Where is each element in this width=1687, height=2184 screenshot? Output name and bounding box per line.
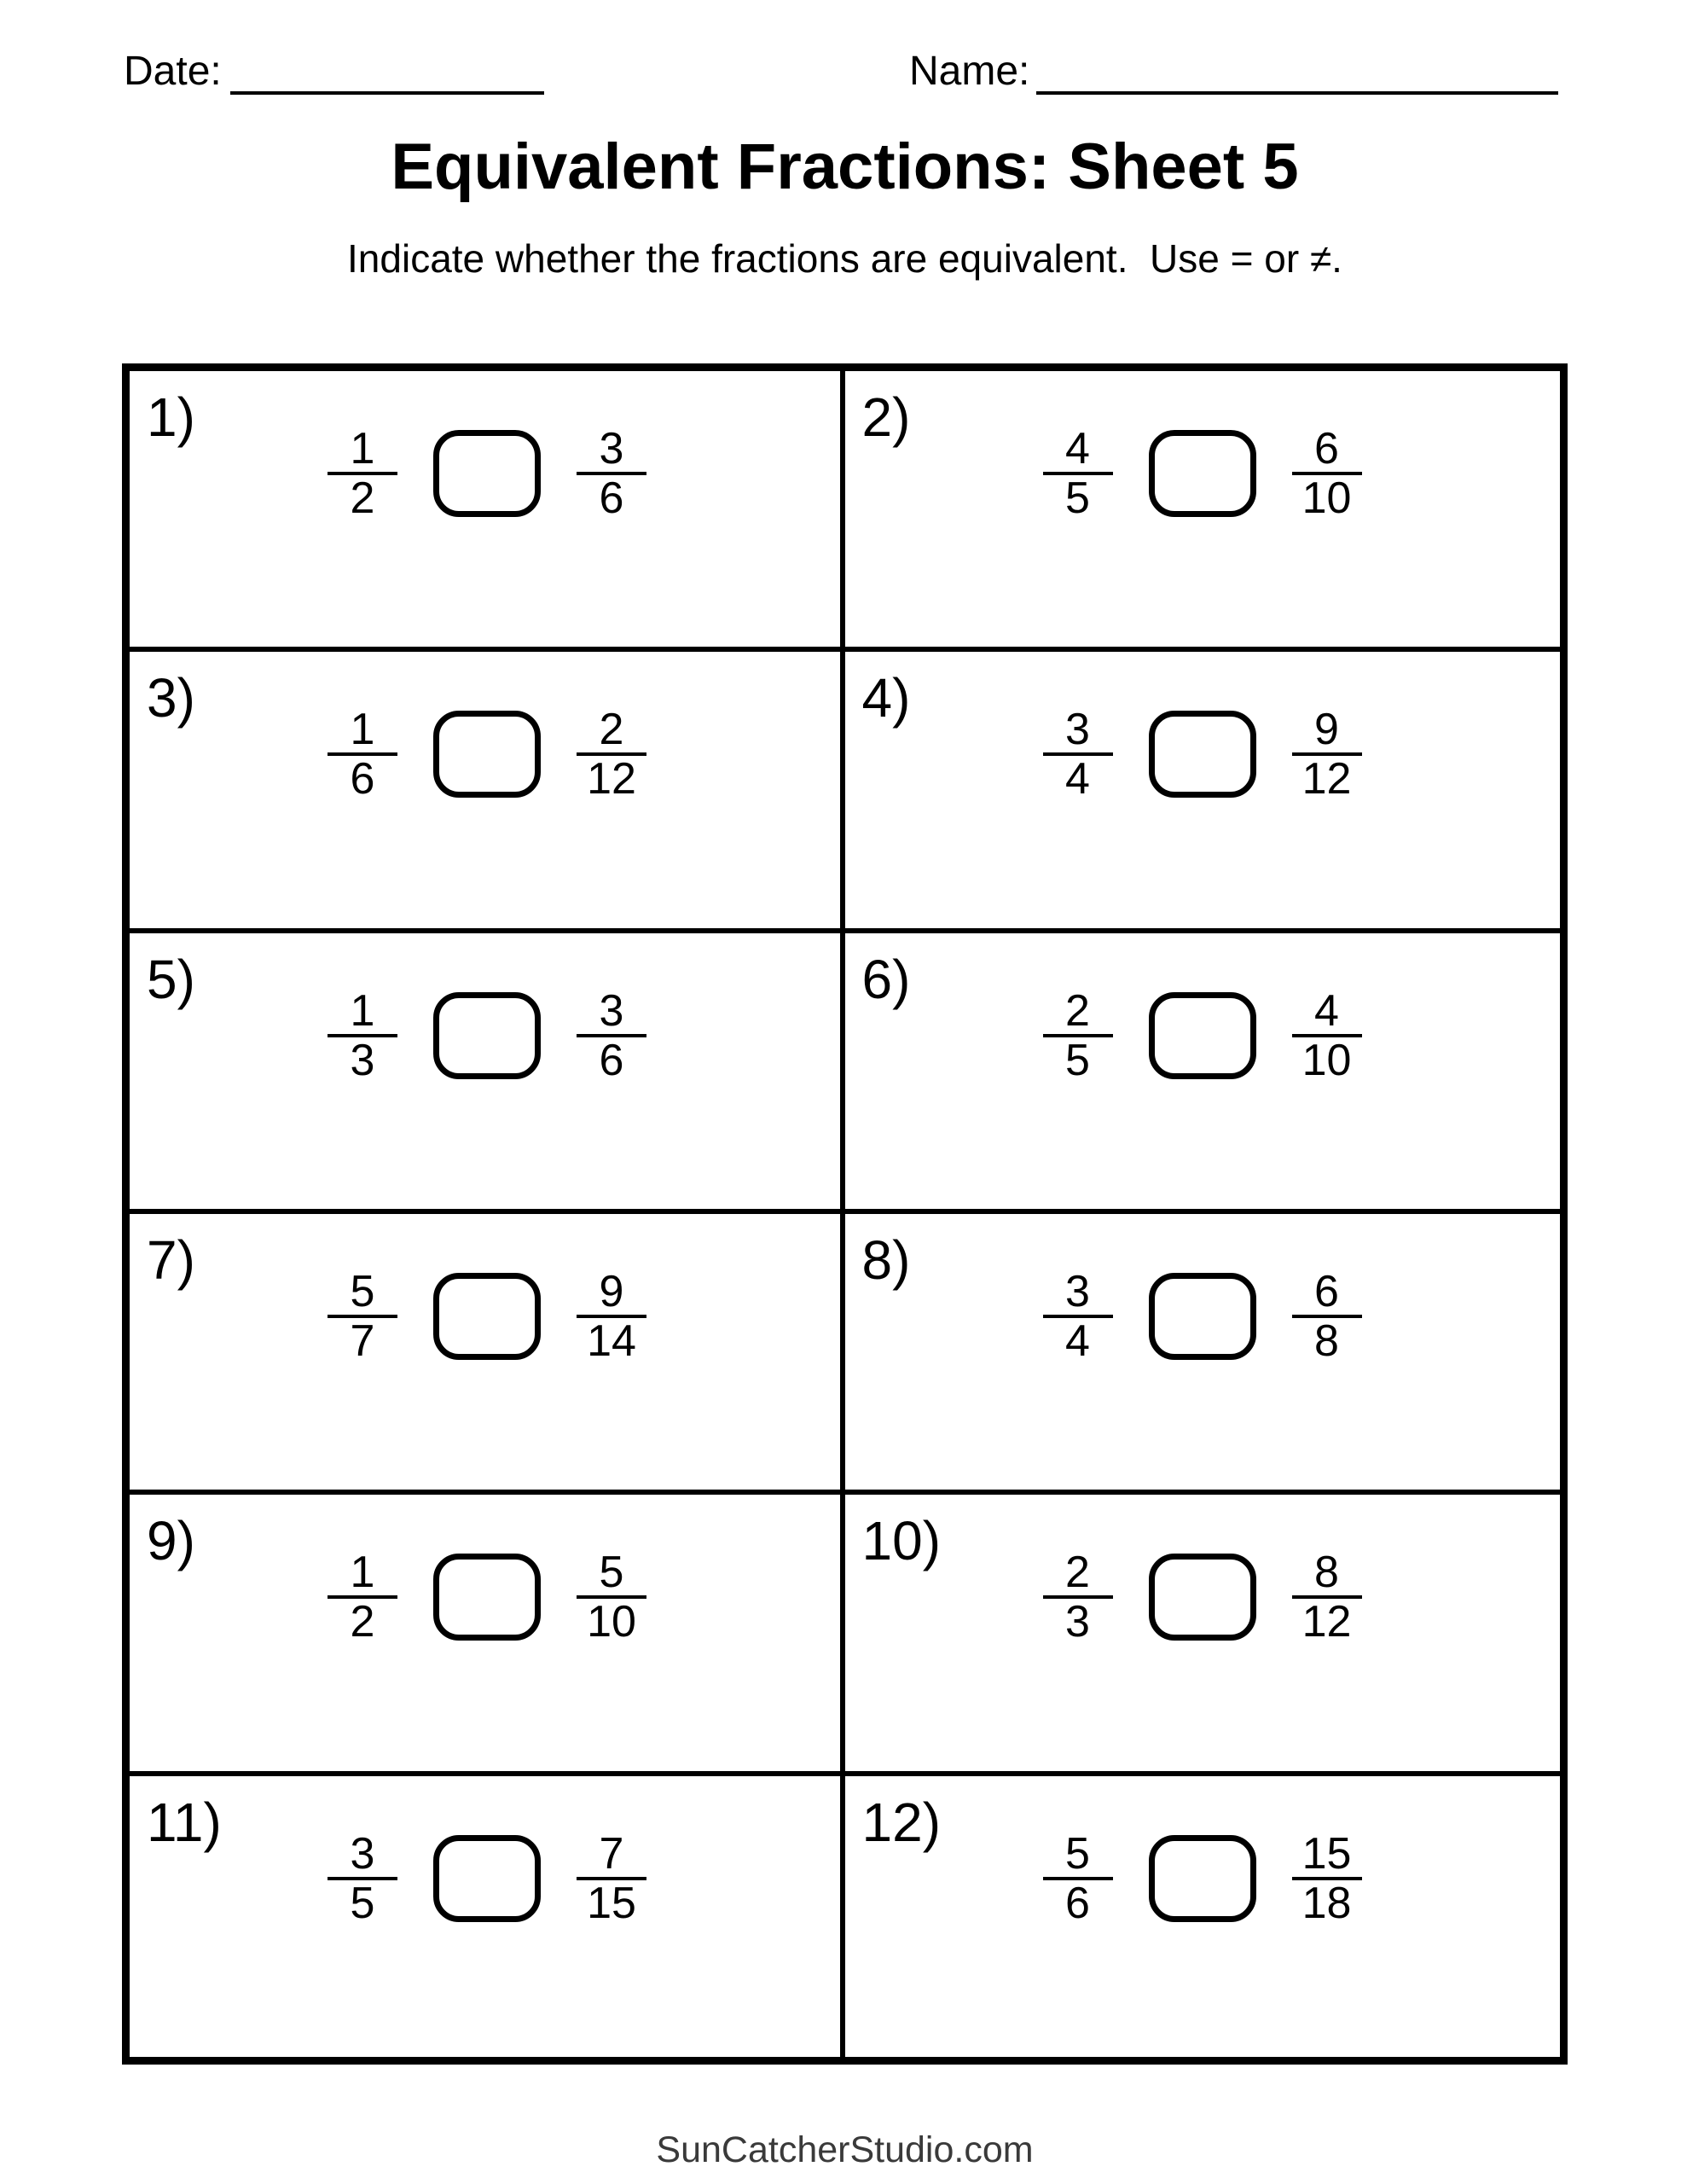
worksheet-grid xyxy=(122,363,1568,2065)
fraction-right xyxy=(577,705,646,804)
fraction-left xyxy=(1043,1828,1113,1928)
fraction-right xyxy=(1292,1548,1362,1647)
denominator: 4 xyxy=(1065,1316,1090,1366)
answer-box[interactable] xyxy=(1149,430,1256,517)
problem-expression xyxy=(328,985,646,1085)
denominator: 5 xyxy=(1065,473,1090,523)
date-label: Date: xyxy=(124,49,222,94)
fraction-left xyxy=(1043,985,1113,1085)
problem-expression xyxy=(328,1548,646,1647)
fraction-right xyxy=(1292,1828,1362,1928)
problem-expression xyxy=(1043,424,1362,523)
numerator: 6 xyxy=(1314,424,1339,473)
numerator: 15 xyxy=(1301,1828,1352,1879)
fraction-left xyxy=(328,1828,397,1928)
fraction-right xyxy=(1292,424,1362,523)
date-input-line[interactable] xyxy=(230,52,544,95)
problem-number: 1) xyxy=(147,386,195,448)
numerator: 3 xyxy=(1065,1267,1090,1316)
answer-box[interactable] xyxy=(433,992,541,1079)
problem-number: 6) xyxy=(861,948,911,1010)
numerator: 3 xyxy=(599,424,624,473)
problem-cell-10 xyxy=(845,1495,1561,1775)
denominator: 7 xyxy=(350,1316,375,1366)
denominator: 6 xyxy=(350,754,375,804)
problem-cell-1 xyxy=(130,371,845,652)
problem-number: 4) xyxy=(861,667,911,729)
answer-box[interactable] xyxy=(1149,992,1256,1079)
date-field xyxy=(124,49,544,95)
denominator: 10 xyxy=(1301,473,1352,523)
problem-expression xyxy=(1043,1828,1362,1928)
fraction-right xyxy=(1292,705,1362,804)
fraction-left xyxy=(1043,705,1113,804)
fraction-left xyxy=(1043,1267,1113,1366)
fraction-left xyxy=(328,985,397,1085)
denominator: 12 xyxy=(1301,754,1352,804)
denominator: 4 xyxy=(1065,754,1090,804)
numerator: 5 xyxy=(350,1267,375,1316)
fraction-left xyxy=(1043,424,1113,523)
numerator: 1 xyxy=(350,705,375,755)
answer-box[interactable] xyxy=(433,711,541,798)
denominator: 2 xyxy=(350,1597,375,1647)
denominator: 12 xyxy=(587,754,636,804)
denominator: 6 xyxy=(599,473,624,523)
denominator: 15 xyxy=(587,1878,636,1928)
problem-number: 5) xyxy=(147,948,195,1010)
page-title: Equivalent Fractions: Sheet 5 xyxy=(391,131,1299,203)
numerator: 1 xyxy=(350,1548,375,1598)
footer-credit: SunCatcherStudio.com xyxy=(656,2129,1034,2170)
fraction-right xyxy=(577,1828,646,1928)
denominator: 6 xyxy=(1065,1878,1090,1928)
fraction-right xyxy=(577,1548,646,1647)
denominator: 5 xyxy=(1065,1035,1090,1085)
fraction-left xyxy=(328,1267,397,1366)
name-input-line[interactable] xyxy=(1036,52,1558,95)
problem-number: 9) xyxy=(147,1510,195,1572)
problem-number: 10) xyxy=(861,1510,941,1572)
answer-box[interactable] xyxy=(433,1273,541,1360)
fraction-right xyxy=(1292,985,1362,1085)
problem-cell-9 xyxy=(130,1495,845,1775)
name-field xyxy=(909,49,1558,95)
numerator: 6 xyxy=(1314,1267,1339,1316)
numerator: 5 xyxy=(1065,1828,1090,1879)
denominator: 14 xyxy=(587,1316,636,1366)
fraction-left xyxy=(1043,1548,1113,1647)
problem-expression xyxy=(328,1267,646,1366)
problem-cell-2 xyxy=(845,371,1561,652)
numerator: 2 xyxy=(1065,985,1090,1036)
problem-expression xyxy=(1043,985,1362,1085)
numerator: 5 xyxy=(599,1548,624,1598)
answer-box[interactable] xyxy=(1149,1835,1256,1922)
problem-number: 2) xyxy=(861,386,911,448)
answer-box[interactable] xyxy=(433,430,541,517)
problem-cell-12 xyxy=(845,1776,1561,2057)
fraction-right xyxy=(577,985,646,1085)
numerator: 3 xyxy=(1065,705,1090,755)
denominator: 6 xyxy=(599,1035,624,1085)
problem-expression xyxy=(328,424,646,523)
answer-box[interactable] xyxy=(1149,1554,1256,1641)
problem-cell-4 xyxy=(845,652,1561,932)
problem-expression xyxy=(1043,1267,1362,1366)
numerator: 1 xyxy=(350,424,375,473)
answer-box[interactable] xyxy=(433,1554,541,1641)
problem-expression xyxy=(1043,1548,1362,1647)
fraction-right xyxy=(1292,1267,1362,1366)
numerator: 3 xyxy=(350,1828,375,1879)
name-label: Name: xyxy=(909,49,1030,94)
problem-number: 3) xyxy=(147,667,195,729)
fraction-left xyxy=(328,705,397,804)
numerator: 4 xyxy=(1065,424,1090,473)
problem-cell-7 xyxy=(130,1214,845,1495)
problem-cell-6 xyxy=(845,933,1561,1214)
denominator: 2 xyxy=(350,473,375,523)
numerator: 9 xyxy=(599,1267,624,1316)
denominator: 3 xyxy=(350,1035,375,1085)
problem-cell-3 xyxy=(130,652,845,932)
denominator: 10 xyxy=(1301,1035,1352,1085)
answer-box[interactable] xyxy=(1149,1273,1256,1360)
denominator: 10 xyxy=(587,1597,636,1647)
fraction-left xyxy=(328,1548,397,1647)
denominator: 8 xyxy=(1314,1316,1339,1366)
problem-expression xyxy=(1043,705,1362,804)
numerator: 3 xyxy=(599,985,624,1036)
problem-expression xyxy=(328,1828,646,1928)
problem-number: 11) xyxy=(147,1791,222,1853)
problem-number: 8) xyxy=(861,1229,911,1291)
problem-expression xyxy=(328,705,646,804)
instructions-text: Indicate whether the fractions are equivalent. Use = or ≠. xyxy=(347,236,1342,281)
fraction-right xyxy=(577,424,646,523)
answer-box[interactable] xyxy=(1149,711,1256,798)
numerator: 2 xyxy=(1065,1548,1090,1598)
denominator: 5 xyxy=(350,1878,375,1928)
numerator: 9 xyxy=(1314,705,1339,755)
problem-number: 7) xyxy=(147,1229,195,1291)
fraction-right xyxy=(577,1267,646,1366)
denominator: 3 xyxy=(1065,1597,1090,1647)
numerator: 2 xyxy=(599,705,624,755)
denominator: 18 xyxy=(1301,1878,1352,1928)
denominator: 12 xyxy=(1301,1597,1352,1647)
numerator: 1 xyxy=(350,985,375,1036)
numerator: 4 xyxy=(1314,985,1339,1036)
problem-cell-11 xyxy=(130,1776,845,2057)
problem-number: 12) xyxy=(861,1791,941,1853)
problem-cell-5 xyxy=(130,933,845,1214)
numerator: 7 xyxy=(599,1828,624,1879)
fraction-left xyxy=(328,424,397,523)
answer-box[interactable] xyxy=(433,1835,541,1922)
problem-cell-8 xyxy=(845,1214,1561,1495)
numerator: 8 xyxy=(1314,1548,1339,1598)
